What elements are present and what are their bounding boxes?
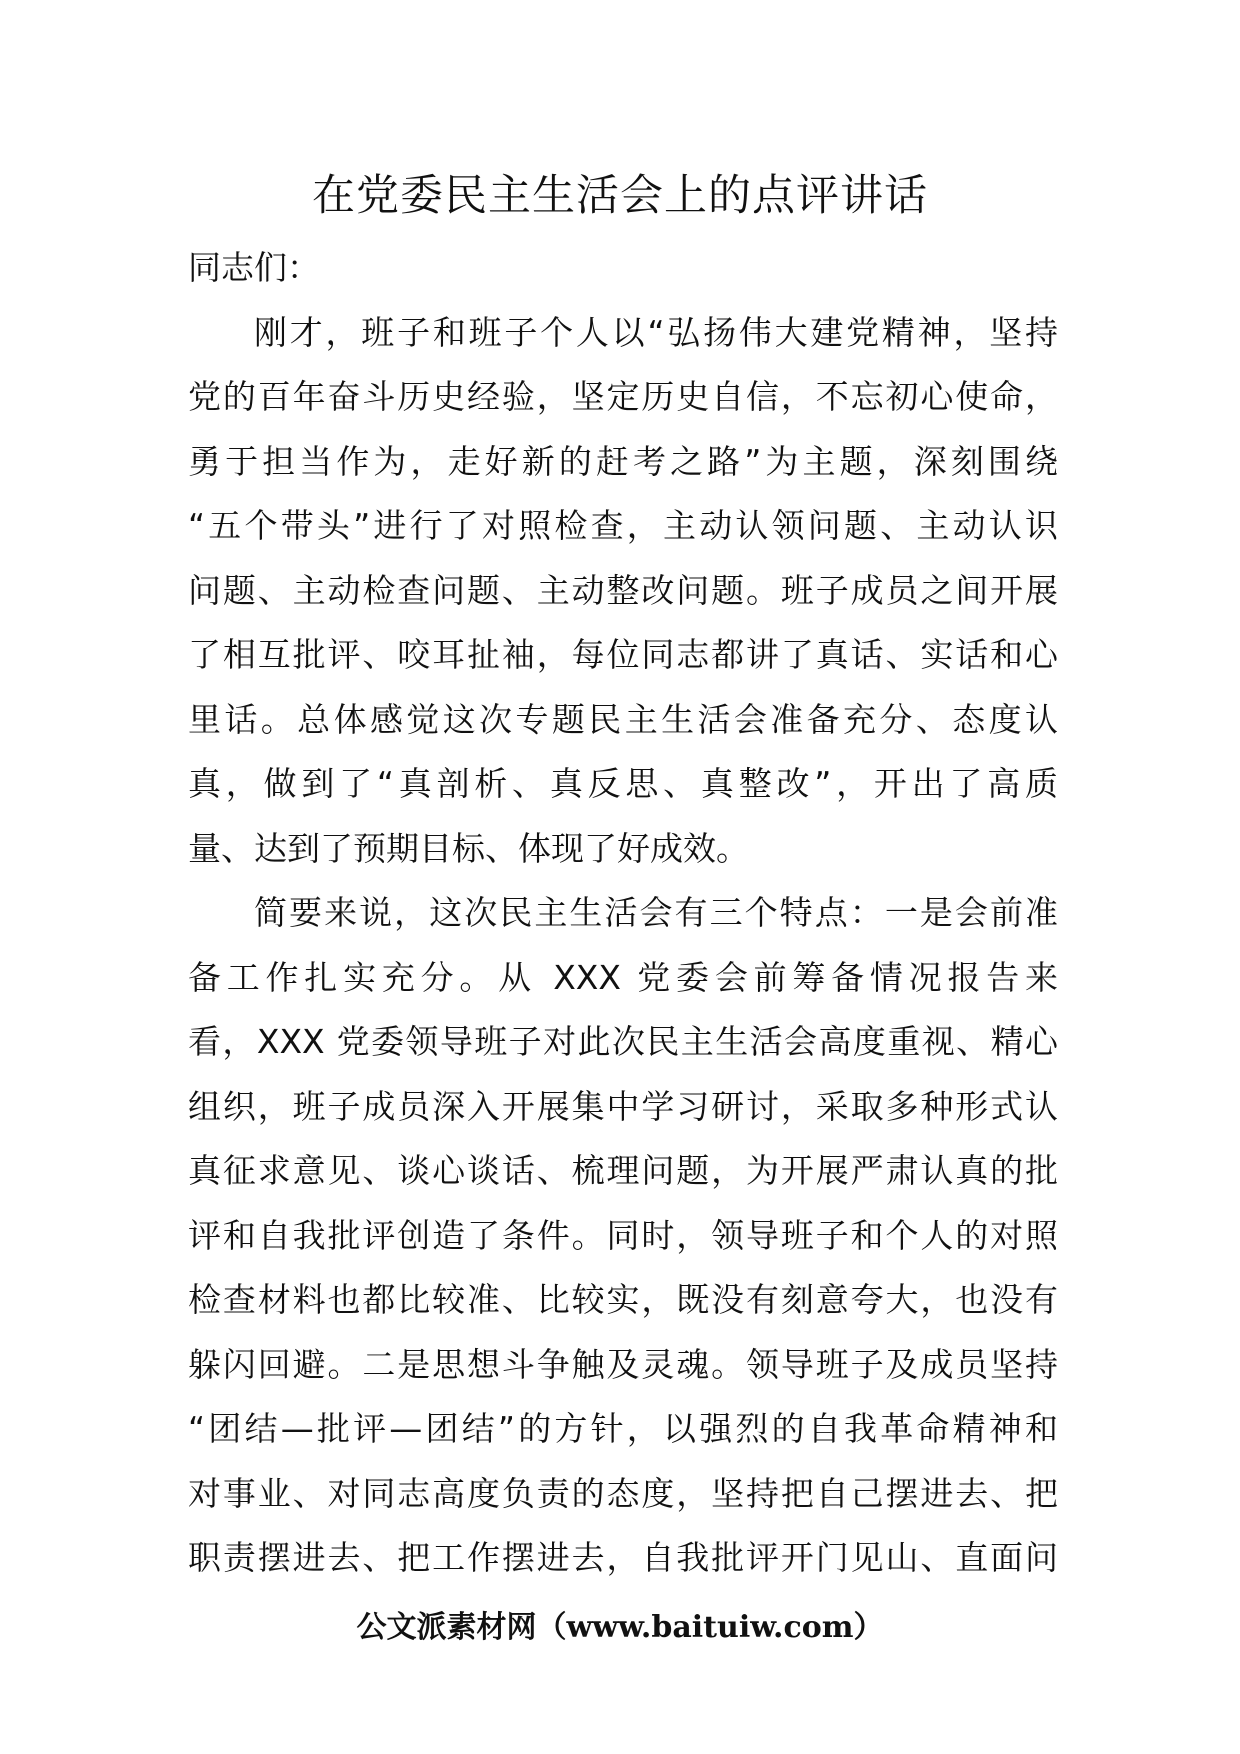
salutation-line: 同志们：	[188, 248, 320, 287]
paragraph-2-line-11: 职责摆进去、把工作摆进去，自我批评开门见山、直面问	[188, 1538, 1058, 1577]
paragraph-2-line-9: “团结—批评—团结”的方针，以强烈的自我革命精神和	[188, 1409, 1058, 1448]
paragraph-1-line-3: 勇于担当作为，走好新的赶考之路”为主题，深刻围绕	[188, 441, 1058, 481]
paragraph-2-line-7: 检查材料也都比较准、比较实，既没有刻意夸大，也没有	[188, 1280, 1058, 1319]
paragraph-2-line-4: 组织，班子成员深入开展集中学习研讨，采取多种形式认	[188, 1086, 1058, 1126]
paragraph-1-line-7: 里话。总体感觉这次专题民主生活会准备充分、态度认	[188, 699, 1058, 739]
paragraph-1-line-5: 问题、主动检查问题、主动整改问题。班子成员之间开展	[188, 570, 1058, 610]
paragraph-2-line-6: 评和自我批评创造了条件。同时，领导班子和个人的对照	[188, 1215, 1058, 1255]
paragraph-2-line-10: 对事业、对同志高度负责的态度，坚持把自己摆进去、把	[188, 1473, 1058, 1513]
document-body	[188, 236, 1058, 1591]
paragraph-1-line-4: “五个带头”进行了对照检查，主动认领问题、主动认识	[188, 506, 1058, 545]
paragraph-2-line-5: 真征求意见、谈心谈话、梳理问题，为开展严肃认真的批	[188, 1151, 1058, 1190]
paragraph-2-line-1: 简要来说，这次民主生活会有三个特点：一是会前准	[254, 893, 1058, 932]
paragraph-2-line-3: 看，XXX 党委领导班子对此次民主生活会高度重视、精心	[188, 1022, 1058, 1061]
paragraph-1-line-1: 刚才，班子和班子个人以“弘扬伟大建党精神，坚持	[254, 312, 1058, 352]
paragraph-1-line-9: 量、达到了预期目标、体现了好成效。	[188, 828, 749, 868]
paragraph-1-line-2: 党的百年奋斗历史经验，坚定历史自信，不忘初心使命，	[188, 377, 1058, 416]
paragraph-1-line-8: 真，做到了“真剖析、真反思、真整改”，开出了高质	[188, 764, 1058, 803]
footer-watermark-text: 公文派素材网（www.baituiw.com）	[356, 1610, 884, 1645]
document-title: 在党委民主生活会上的点评讲话	[312, 171, 928, 221]
paragraph-2-line-2: 备工作扎实充分。从 XXX 党委会前筹备情况报告来	[188, 957, 1058, 997]
paragraph-1-line-6: 了相互批评、咬耳扯袖，每位同志都讲了真话、实话和心	[188, 635, 1058, 674]
paragraph-2-line-8: 躲闪回避。二是思想斗争触及灵魂。领导班子及成员坚持	[188, 1344, 1058, 1384]
